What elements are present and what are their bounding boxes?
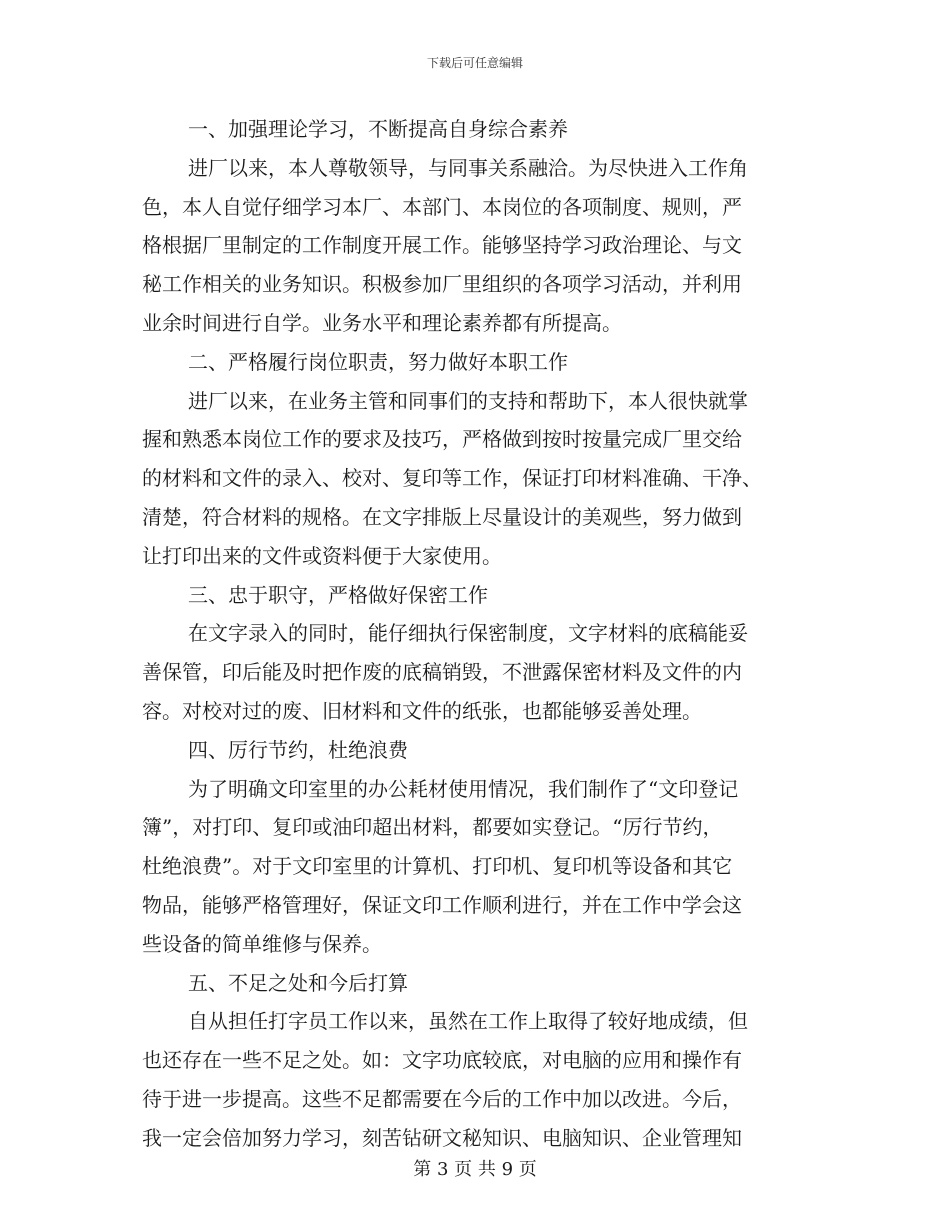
paragraph-line: 让打印出来的文件或资料便于大家使用。	[142, 543, 502, 568]
paragraph-line: 的材料和文件的录入、校对、复印等工作，保证打印材料准确、干净、	[142, 466, 762, 491]
paragraph-line: 为了明确文印室里的办公耗材使用情况，我们制作了“文印登记	[188, 776, 739, 801]
paragraph-line: 握和熟悉本岗位工作的要求及技巧，严格做到按时按量完成厂里交给	[142, 427, 742, 452]
page-header: 下载后可任意编辑	[426, 56, 523, 70]
paragraph-line: 我一定会倍加努力学习，刻苦钻研文秘知识、电脑知识、企业管理知	[142, 1125, 742, 1150]
paragraph-line: 进厂以来，本人尊敬领导，与同事关系融洽。为尽快进入工作角	[188, 155, 748, 180]
section-heading-3: 三、忠于职守，严格做好保密工作	[188, 582, 488, 607]
section-heading-4: 四、厉行节约，杜绝浪费	[188, 737, 408, 762]
section-heading-5: 五、不足之处和今后打算	[188, 970, 408, 995]
section-heading-2: 二、严格履行岗位职责，努力做好本职工作	[188, 349, 568, 374]
paragraph-line: 秘工作相关的业务知识。积极参加厂里组织的各项学习活动，并利用	[142, 272, 742, 297]
paragraph-line: 善保管，印后能及时把作废的底稿销毁，不泄露保密材料及文件的内	[142, 660, 742, 685]
paragraph-line: 待于进一步提高。这些不足都需要在今后的工作中加以改进。今后，	[142, 1086, 742, 1111]
paragraph-line: 业余时间进行自学。业务水平和理论素养都有所提高。	[142, 310, 622, 335]
paragraph-line: 杜绝浪费”。对于文印室里的计算机、打印机、复印机等设备和其它	[142, 854, 733, 879]
paragraph-line: 清楚，符合材料的规格。在文字排版上尽量设计的美观些，努力做到	[142, 504, 742, 529]
paragraph-line: 在文字录入的同时，能仔细执行保密制度，文字材料的底稿能妥	[188, 621, 748, 646]
paragraph-line: 容。对校对过的废、旧材料和文件的纸张，也都能够妥善处理。	[142, 698, 702, 723]
document-body	[142, 110, 808, 1158]
paragraph-line: 格根据厂里制定的工作制度开展工作。能够坚持学习政治理论、与文	[142, 233, 742, 258]
paragraph-line: 簿”，对打印、复印或油印超出材料，都要如实登记。“厉行节约，	[142, 815, 723, 840]
paragraph-line: 也还存在一些不足之处。如：文字功底较底，对电脑的应用和操作有	[142, 1048, 742, 1073]
paragraph-line: 色，本人自觉仔细学习本厂、本部门、本岗位的各项制度、规则，严	[142, 194, 742, 219]
paragraph-line: 自从担任打字员工作以来，虽然在工作上取得了较好地成绩，但	[188, 1009, 748, 1034]
paragraph-line: 些设备的简单维修与保养。	[142, 931, 382, 956]
paragraph-line: 进厂以来，在业务主管和同事们的支持和帮助下，本人很快就掌	[188, 388, 748, 413]
paragraph-line: 物品，能够严格管理好，保证文印工作顺利进行，并在工作中学会这	[142, 892, 742, 917]
page-number: 第 3 页 共 9 页	[413, 1159, 537, 1180]
section-heading-1: 一、加强理论学习，不断提高自身综合素养	[188, 117, 568, 141]
